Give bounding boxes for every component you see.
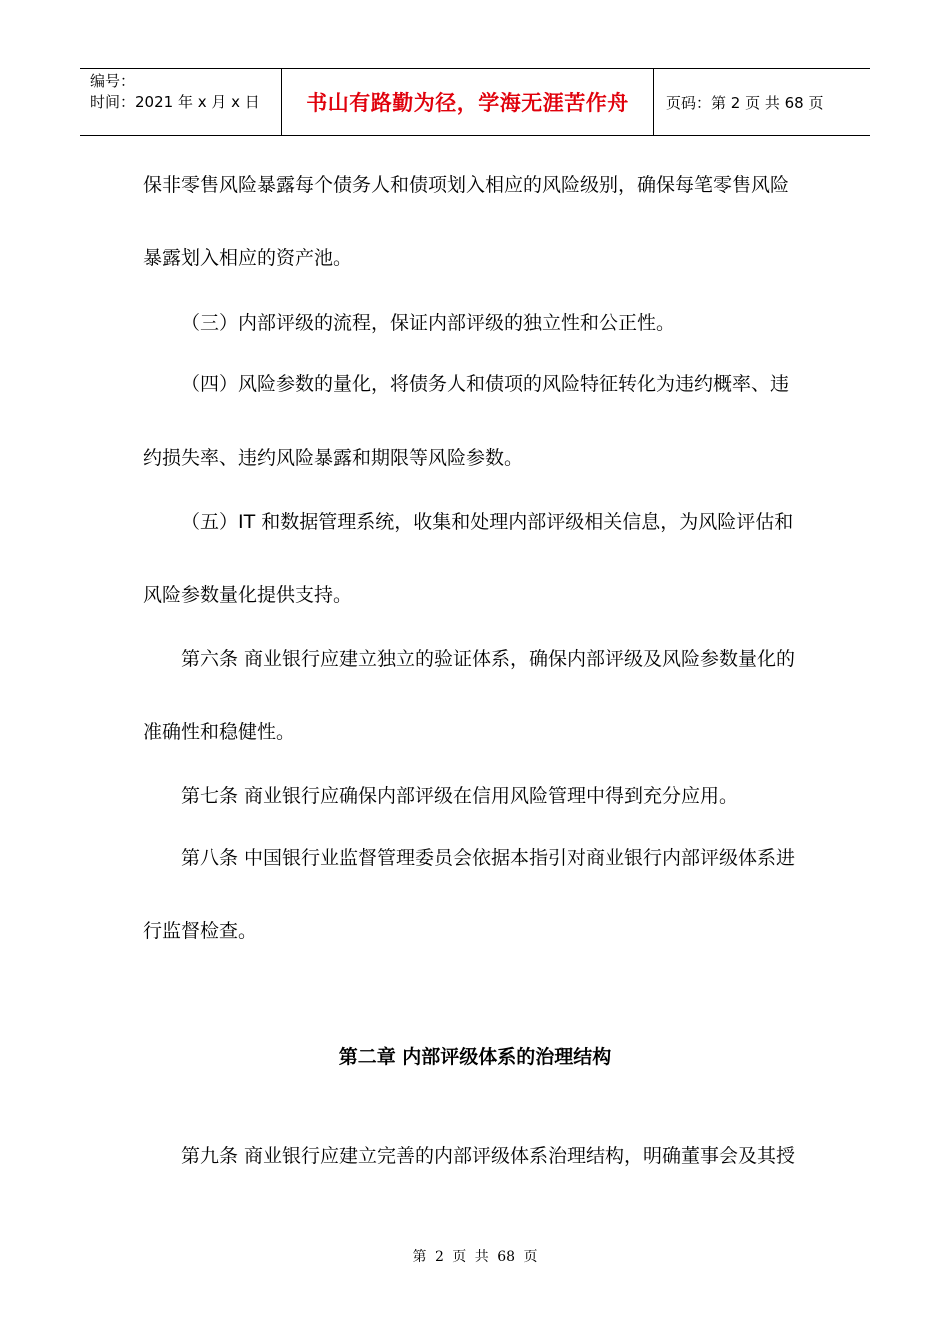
- body-line: 第六条 商业银行应建立独立的验证体系，确保内部评级及风险参数量化的: [181, 648, 796, 670]
- page-header: [80, 68, 870, 136]
- header-page-info: 页码：第 2 页 共 68 页: [666, 93, 824, 112]
- body-line: 约损失率、违约风险暴露和期限等风险参数。: [143, 447, 524, 469]
- body-line: （五）IT 和数据管理系统，收集和处理内部评级相关信息，为风险评估和: [181, 511, 794, 533]
- page-footer: 第 2 页 共 68 页: [412, 1249, 538, 1265]
- body-line: 第八条 中国银行业监督管理委员会依据本指引对商业银行内部评级体系进: [181, 847, 796, 869]
- body-line: （三）内部评级的流程，保证内部评级的独立性和公正性。: [181, 312, 676, 334]
- body-line: 行监督检查。: [143, 920, 258, 942]
- body-line: 第七条 商业银行应确保内部评级在信用风险管理中得到充分应用。: [181, 785, 739, 807]
- header-motto: 书山有路勤为径，学海无涯苦作舟: [282, 69, 654, 135]
- body-line: （四）风险参数的量化，将债务人和债项的风险特征转化为违约概率、违: [181, 373, 790, 395]
- chapter-title: 第二章 内部评级体系的治理结构: [338, 1046, 612, 1068]
- header-meta: [80, 69, 282, 135]
- body-line: 暴露划入相应的资产池。: [143, 247, 353, 269]
- body-line: 风险参数量化提供支持。: [143, 584, 353, 606]
- doc-number-label: 编号：: [90, 72, 136, 90]
- body-line: 准确性和稳健性。: [143, 721, 296, 743]
- body-line: 保非零售风险暴露每个债务人和债项划入相应的风险级别，确保每笔零售风险: [143, 174, 790, 196]
- body-line: 第九条 商业银行应建立完善的内部评级体系治理结构，明确董事会及其授: [181, 1145, 796, 1167]
- date-label: 时间：2021 年 x 月 x 日: [90, 93, 260, 111]
